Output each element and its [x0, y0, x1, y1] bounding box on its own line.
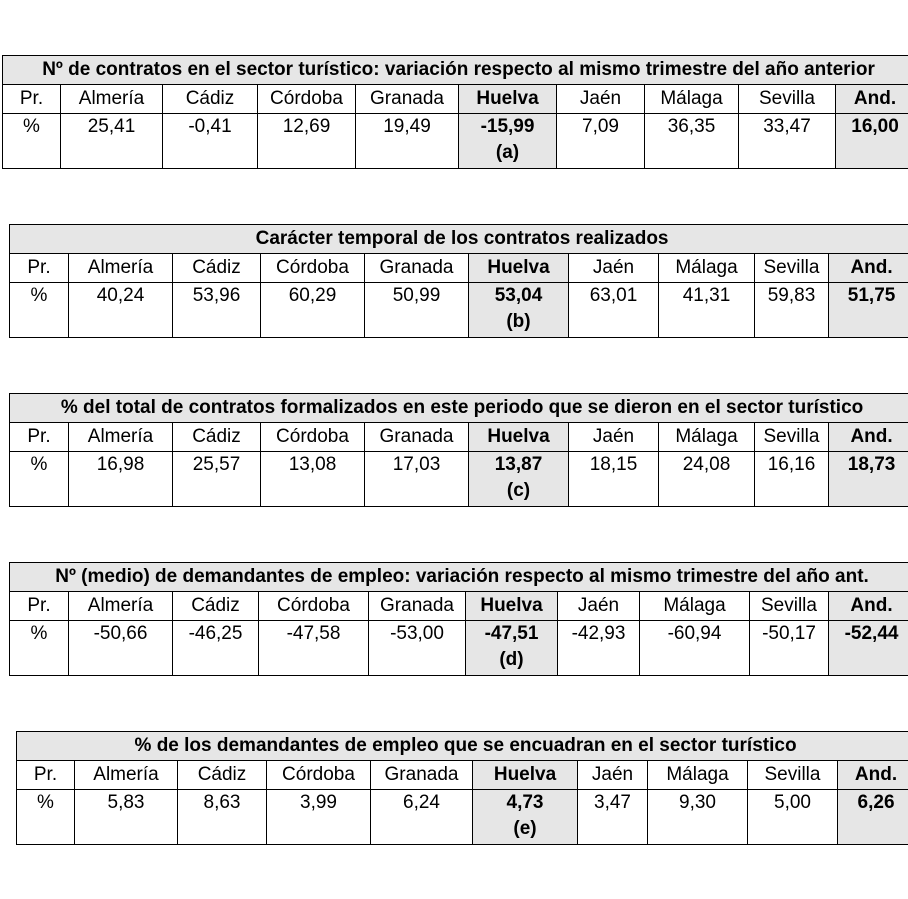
value-cordoba: 13,08: [261, 452, 365, 507]
row-label: %: [3, 114, 61, 169]
value-granada: 17,03: [365, 452, 469, 507]
header-malaga: Málaga: [648, 761, 748, 790]
value-huelva-number: 4,73: [506, 792, 544, 813]
header-cordoba: Córdoba: [261, 254, 365, 283]
value-malaga: 41,31: [659, 283, 755, 338]
header-malaga: Málaga: [645, 85, 739, 114]
value-huelva: [459, 114, 557, 169]
value-malaga: 24,08: [659, 452, 755, 507]
header-cadiz: Cádiz: [178, 761, 267, 790]
header-malaga: Málaga: [659, 423, 755, 452]
header-andalucia: And.: [829, 254, 908, 283]
table-title: % del total de contratos formalizados en este periodo que se dieron en el sector turístico: [10, 394, 908, 423]
header-province: Pr.: [10, 423, 69, 452]
header-sevilla: Sevilla: [739, 85, 836, 114]
header-granada: Granada: [365, 254, 469, 283]
value-almeria: 16,98: [69, 452, 173, 507]
value-andalucia: 51,75: [829, 283, 908, 338]
value-jaen: 3,47: [578, 790, 648, 845]
header-sevilla: Sevilla: [755, 254, 829, 283]
table-title: Nº (medio) de demandantes de empleo: variación respecto al mismo trimestre del año ant.: [10, 563, 908, 592]
header-cadiz: Cádiz: [173, 423, 261, 452]
value-andalucia: 16,00: [836, 114, 908, 169]
header-almeria: Almería: [75, 761, 178, 790]
header-sevilla: Sevilla: [748, 761, 838, 790]
header-sevilla: Sevilla: [750, 592, 829, 621]
value-granada: 50,99: [365, 283, 469, 338]
header-jaen: Jaén: [569, 423, 659, 452]
footnote-marker: (e): [513, 818, 537, 839]
value-almeria: -50,66: [69, 621, 173, 676]
table-contracts-variation: [2, 55, 908, 169]
header-andalucia: And.: [829, 592, 908, 621]
footnote-marker: (d): [499, 649, 524, 670]
header-malaga: Málaga: [640, 592, 750, 621]
header-cordoba: Córdoba: [267, 761, 371, 790]
value-andalucia: 6,26: [838, 790, 908, 845]
header-granada: Granada: [369, 592, 466, 621]
value-jaen: 7,09: [557, 114, 645, 169]
value-granada: 6,24: [371, 790, 473, 845]
value-sevilla: 33,47: [739, 114, 836, 169]
header-cordoba: Córdoba: [261, 423, 365, 452]
header-andalucia: And.: [829, 423, 908, 452]
header-andalucia: And.: [838, 761, 908, 790]
table-tourism-share-job-seekers: [16, 731, 908, 845]
header-huelva: Huelva: [469, 423, 569, 452]
footnote-marker: (b): [506, 311, 531, 332]
header-jaen: Jaén: [578, 761, 648, 790]
header-andalucia: And.: [836, 85, 908, 114]
table-title: % de los demandantes de empleo que se encuadran en el sector turístico: [17, 732, 908, 761]
value-andalucia: -52,44: [829, 621, 908, 676]
value-sevilla: -50,17: [750, 621, 829, 676]
value-cadiz: 25,57: [173, 452, 261, 507]
footnote-marker: (a): [495, 142, 520, 163]
value-cadiz: 8,63: [178, 790, 267, 845]
value-huelva-number: -47,51: [484, 623, 539, 644]
value-jaen: -42,93: [558, 621, 640, 676]
table-tourism-share-contracts: [9, 393, 908, 507]
header-granada: Granada: [371, 761, 473, 790]
value-jaen: 63,01: [569, 283, 659, 338]
header-huelva: Huelva: [469, 254, 569, 283]
value-huelva: [466, 621, 558, 676]
value-almeria: 40,24: [69, 283, 173, 338]
value-cordoba: 60,29: [261, 283, 365, 338]
header-almeria: Almería: [69, 254, 173, 283]
value-sevilla: 59,83: [755, 283, 829, 338]
value-sevilla: 16,16: [755, 452, 829, 507]
header-malaga: Málaga: [659, 254, 755, 283]
value-huelva-number: -15,99: [480, 116, 535, 137]
table-title: Nº de contratos en el sector turístico: variación respecto al mismo trimestre del año anterior: [3, 56, 908, 85]
value-huelva: [469, 283, 569, 338]
header-cadiz: Cádiz: [173, 592, 259, 621]
header-huelva: Huelva: [459, 85, 557, 114]
header-cordoba: Córdoba: [258, 85, 356, 114]
header-huelva: Huelva: [473, 761, 578, 790]
header-almeria: Almería: [61, 85, 163, 114]
value-cadiz: -46,25: [173, 621, 259, 676]
value-almeria: 25,41: [61, 114, 163, 169]
value-malaga: -60,94: [640, 621, 750, 676]
header-sevilla: Sevilla: [755, 423, 829, 452]
value-granada: 19,49: [356, 114, 459, 169]
value-huelva-number: 53,04: [494, 285, 543, 306]
value-jaen: 18,15: [569, 452, 659, 507]
value-cadiz: 53,96: [173, 283, 261, 338]
row-label: %: [10, 283, 69, 338]
row-label: %: [10, 452, 69, 507]
header-cordoba: Córdoba: [259, 592, 369, 621]
value-huelva: [473, 790, 578, 845]
header-huelva: Huelva: [466, 592, 558, 621]
header-jaen: Jaén: [558, 592, 640, 621]
value-granada: -53,00: [369, 621, 466, 676]
value-andalucia: 18,73: [829, 452, 908, 507]
header-jaen: Jaén: [557, 85, 645, 114]
value-malaga: 36,35: [645, 114, 739, 169]
header-province: Pr.: [10, 254, 69, 283]
table-title: Carácter temporal de los contratos realizados: [10, 225, 908, 254]
header-province: Pr.: [3, 85, 61, 114]
value-cordoba: 12,69: [258, 114, 356, 169]
value-malaga: 9,30: [648, 790, 748, 845]
header-almeria: Almería: [69, 592, 173, 621]
header-province: Pr.: [10, 592, 69, 621]
header-cadiz: Cádiz: [163, 85, 258, 114]
table-temporary-contracts: [9, 224, 908, 338]
value-sevilla: 5,00: [748, 790, 838, 845]
row-label: %: [17, 790, 75, 845]
value-cordoba: 3,99: [267, 790, 371, 845]
value-cadiz: -0,41: [163, 114, 258, 169]
row-label: %: [10, 621, 69, 676]
header-granada: Granada: [365, 423, 469, 452]
value-huelva: [469, 452, 569, 507]
value-huelva-number: 13,87: [494, 454, 543, 475]
table-job-seekers-variation: [9, 562, 908, 676]
footnote-marker: (c): [506, 480, 531, 501]
value-cordoba: -47,58: [259, 621, 369, 676]
value-almeria: 5,83: [75, 790, 178, 845]
header-granada: Granada: [356, 85, 459, 114]
header-province: Pr.: [17, 761, 75, 790]
header-almeria: Almería: [69, 423, 173, 452]
header-cadiz: Cádiz: [173, 254, 261, 283]
header-jaen: Jaén: [569, 254, 659, 283]
